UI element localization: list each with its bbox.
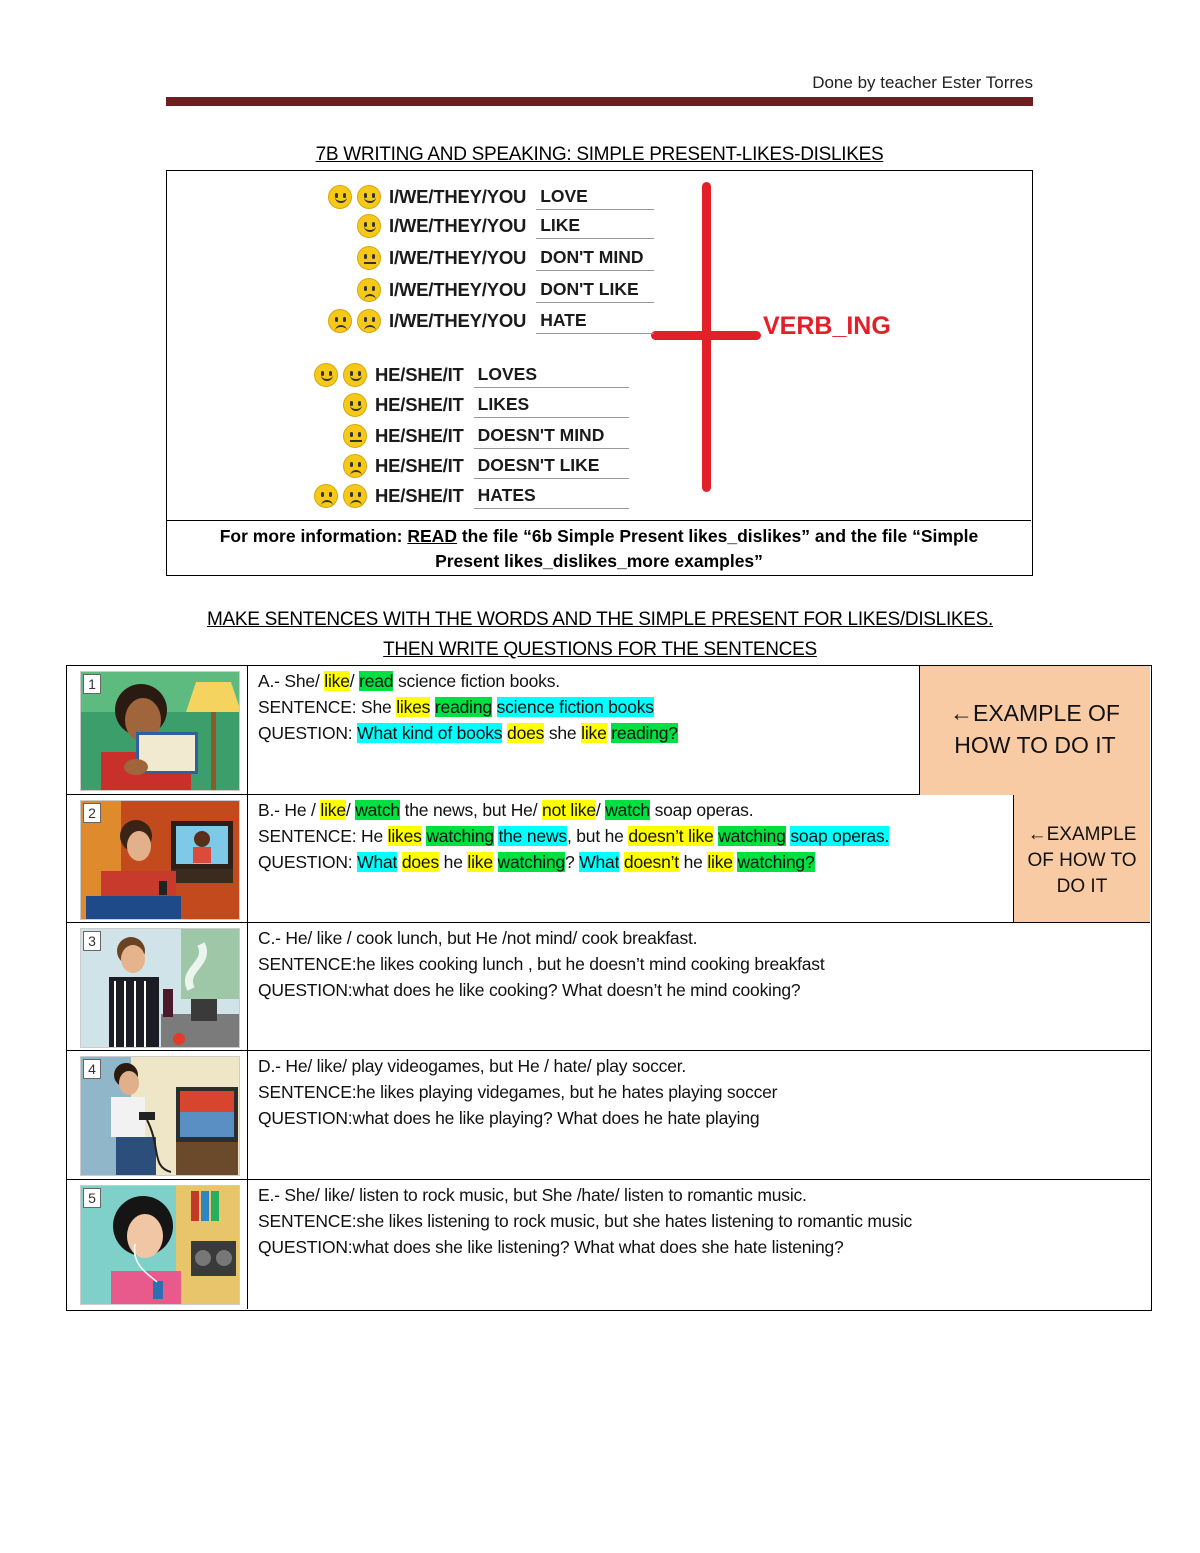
text-segment: SENTENCE:he likes playing videgames, but he hates playing soccer bbox=[258, 1082, 778, 1102]
happy-face-icon bbox=[328, 185, 352, 209]
verb-label: HATES bbox=[474, 483, 629, 509]
subject-label: I/WE/THEY/YOU bbox=[389, 279, 527, 300]
woman-listening-music-picture bbox=[80, 1185, 240, 1305]
highlighted-word: What bbox=[357, 852, 398, 872]
text-segment: she bbox=[544, 723, 582, 743]
sad-face-icon bbox=[343, 454, 367, 478]
example-label-line: ←EXAMPLE bbox=[1027, 824, 1137, 845]
text-segment: SENTENCE:she likes listening to rock music, but she hates listening to romantic music bbox=[258, 1211, 913, 1231]
exercise-row bbox=[67, 923, 1150, 1051]
mood-faces bbox=[311, 214, 381, 238]
subject-label: HE/SHE/IT bbox=[375, 425, 464, 446]
happy-face-icon bbox=[357, 185, 381, 209]
man-playing-videogames-picture bbox=[80, 1056, 240, 1176]
picture-cell bbox=[67, 795, 248, 922]
sad-face-icon bbox=[357, 278, 381, 302]
grammar-row bbox=[311, 275, 654, 305]
subject-label: HE/SHE/IT bbox=[375, 364, 464, 385]
picture-cell bbox=[67, 666, 248, 794]
highlighted-word: watch bbox=[605, 800, 650, 820]
text-segment bbox=[493, 852, 498, 872]
example-label-line: DO IT bbox=[1056, 876, 1108, 897]
exercise-sentence bbox=[258, 1079, 777, 1105]
picture-cell bbox=[67, 923, 248, 1050]
subject-label: HE/SHE/IT bbox=[375, 394, 464, 415]
text-segment: / bbox=[345, 800, 356, 820]
text-segment: C.- He/ like / cook lunch, but He /not mind/ cook breakfast. bbox=[258, 928, 698, 948]
mood-faces bbox=[311, 185, 381, 209]
red-horizontal-bar bbox=[651, 331, 761, 340]
exercise-question bbox=[258, 720, 678, 746]
text-segment: SENTENCE: She bbox=[258, 697, 397, 717]
text-segment: ? bbox=[565, 852, 580, 872]
picture-cell bbox=[67, 1180, 248, 1309]
exercise-prompt bbox=[258, 925, 697, 951]
verb-label: LOVE bbox=[536, 184, 654, 210]
text-segment: QUESTION:what does she like listening? What what does she hate listening? bbox=[258, 1237, 844, 1257]
sad-face-icon bbox=[343, 484, 367, 508]
text-segment: / bbox=[595, 800, 606, 820]
text-segment: QUESTION: bbox=[258, 723, 358, 743]
highlighted-word: like bbox=[581, 723, 607, 743]
example-label bbox=[919, 666, 1150, 795]
text-segment: SENTENCE: He bbox=[258, 826, 388, 846]
highlighted-word: science fiction books bbox=[496, 697, 654, 717]
highlighted-word: reading? bbox=[611, 723, 678, 743]
verb-label: DON'T LIKE bbox=[536, 277, 654, 303]
highlighted-word: doesn’t bbox=[623, 852, 679, 872]
sad-face-icon bbox=[328, 309, 352, 333]
highlighted-word: reading bbox=[434, 697, 492, 717]
subject-label: HE/SHE/IT bbox=[375, 485, 464, 506]
exercise-prompt bbox=[258, 1053, 686, 1079]
highlighted-word: likes bbox=[387, 826, 422, 846]
highlighted-word: watching bbox=[426, 826, 494, 846]
highlighted-word: like bbox=[324, 671, 350, 691]
grammar-row bbox=[311, 182, 654, 212]
exercise-question bbox=[258, 849, 815, 875]
mood-faces bbox=[311, 278, 381, 302]
highlighted-word: does bbox=[401, 852, 439, 872]
subject-label: I/WE/THEY/YOU bbox=[389, 186, 527, 207]
instructions-line2: THEN WRITE QUESTIONS FOR THE SENTENCES bbox=[383, 639, 817, 660]
grammar-row bbox=[297, 421, 629, 451]
exercise-row bbox=[67, 666, 1150, 795]
text-segment: D.- He/ like/ play videogames, but He / hate/ play soccer. bbox=[258, 1056, 687, 1076]
verb-label: LIKES bbox=[474, 392, 629, 418]
grammar-chart bbox=[167, 171, 1031, 521]
grammar-box bbox=[166, 170, 1033, 576]
example-label-line: HOW TO DO IT bbox=[954, 732, 1116, 758]
verb-label: HATE bbox=[536, 308, 654, 334]
info-prefix: For more information: bbox=[219, 526, 408, 546]
subject-label: I/WE/THEY/YOU bbox=[389, 215, 527, 236]
subject-label: I/WE/THEY/YOU bbox=[389, 247, 527, 268]
exercise-question bbox=[258, 1105, 759, 1131]
text-segment: the news, but He/ bbox=[399, 800, 543, 820]
subject-label: HE/SHE/IT bbox=[375, 455, 464, 476]
page-title: 7B WRITING AND SPEAKING: SIMPLE PRESENT-LIKES-DISLIKES bbox=[315, 144, 884, 165]
highlighted-word: does bbox=[507, 723, 545, 743]
mood-faces bbox=[297, 393, 367, 417]
grammar-row bbox=[311, 306, 654, 336]
verb-label: DOESN'T LIKE bbox=[474, 453, 629, 479]
woman-reading-picture bbox=[80, 671, 240, 791]
verb-label: LOVES bbox=[474, 362, 629, 388]
text-segment: SENTENCE:he likes cooking lunch , but he doesn’t mind cooking breakfast bbox=[258, 954, 825, 974]
verb-label: DOESN'T MIND bbox=[474, 423, 629, 449]
text-segment: A.- She/ bbox=[258, 671, 325, 691]
highlighted-word: watching bbox=[497, 852, 565, 872]
man-cooking-picture bbox=[80, 928, 240, 1048]
highlighted-word: What bbox=[579, 852, 620, 872]
instructions-line1: MAKE SENTENCES WITH THE WORDS AND THE SIMPLE PRESENT FOR LIKES/DISLIKES. bbox=[206, 609, 994, 630]
text-segment: B.- He / bbox=[258, 800, 321, 820]
text-segment: science fiction books. bbox=[393, 671, 560, 691]
mood-faces bbox=[311, 309, 381, 333]
highlighted-word: soap operas. bbox=[790, 826, 890, 846]
highlighted-word: watching bbox=[718, 826, 786, 846]
info-rest: the file “6b Simple Present likes_dislikes” and the file “Simple bbox=[456, 526, 979, 546]
header-credit: Done by teacher Ester Torres bbox=[812, 73, 1033, 92]
happy-face-icon bbox=[314, 363, 338, 387]
happy-face-icon bbox=[357, 214, 381, 238]
picture-number: 1 bbox=[83, 674, 101, 694]
example-label bbox=[1013, 795, 1150, 922]
exercise-question bbox=[258, 977, 800, 1003]
exercise-sentence bbox=[258, 951, 825, 977]
exercise-row bbox=[67, 1051, 1150, 1180]
picture-number: 3 bbox=[83, 931, 101, 951]
grammar-info bbox=[167, 522, 1031, 575]
grammar-row bbox=[297, 360, 629, 390]
verb-label: DON'T MIND bbox=[536, 245, 654, 271]
grammar-row bbox=[297, 481, 629, 511]
exercise-table bbox=[66, 665, 1152, 1311]
exercise-prompt bbox=[258, 1182, 807, 1208]
text-segment: he bbox=[678, 852, 708, 872]
exercise-row bbox=[67, 795, 1150, 923]
exercise-prompt bbox=[258, 797, 753, 823]
highlighted-word: the news bbox=[498, 826, 567, 846]
man-watching-tv-picture bbox=[80, 800, 240, 920]
example-label-line: OF HOW TO bbox=[1027, 850, 1137, 871]
text-segment: , but he bbox=[566, 826, 629, 846]
text-segment bbox=[492, 697, 497, 717]
verb-ing-label: VERB_ING bbox=[763, 312, 891, 340]
grammar-row bbox=[311, 243, 654, 273]
highlighted-word: What kind of books bbox=[357, 723, 503, 743]
happy-face-icon bbox=[343, 363, 367, 387]
exercise-prompt bbox=[258, 668, 560, 694]
mood-faces bbox=[297, 363, 367, 387]
text-segment: QUESTION:what does he like cooking? What doesn’t he mind cooking? bbox=[258, 980, 801, 1000]
mood-faces bbox=[297, 484, 367, 508]
text-segment: / bbox=[349, 671, 360, 691]
info-read: READ bbox=[407, 526, 457, 546]
header-rule bbox=[166, 97, 1033, 106]
grammar-row bbox=[297, 390, 629, 420]
exercise-sentence bbox=[258, 694, 654, 720]
text-segment: E.- She/ like/ listen to rock music, but She /hate/ listen to romantic music. bbox=[258, 1185, 807, 1205]
info-line2: Present likes_dislikes_more examples” bbox=[435, 551, 763, 571]
highlighted-word: read bbox=[359, 671, 394, 691]
highlighted-word: not like bbox=[542, 800, 596, 820]
sad-face-icon bbox=[357, 309, 381, 333]
exercise-sentence bbox=[258, 823, 889, 849]
picture-number: 5 bbox=[83, 1188, 101, 1208]
highlighted-word: like bbox=[707, 852, 733, 872]
picture-number: 4 bbox=[83, 1059, 101, 1079]
mood-faces bbox=[297, 454, 367, 478]
text-segment: soap operas. bbox=[649, 800, 754, 820]
highlighted-word: like bbox=[320, 800, 346, 820]
sad-face-icon bbox=[314, 484, 338, 508]
text-segment: he bbox=[439, 852, 468, 872]
happy-face-icon bbox=[343, 393, 367, 417]
neutral-face-icon bbox=[343, 424, 367, 448]
grammar-row bbox=[297, 451, 629, 481]
example-label-line: ←EXAMPLE OF bbox=[950, 700, 1120, 726]
exercise-sentence bbox=[258, 1208, 912, 1234]
subject-label: I/WE/THEY/YOU bbox=[389, 310, 527, 331]
exercise-row bbox=[67, 1180, 1150, 1309]
highlighted-word: watch bbox=[355, 800, 400, 820]
grammar-row bbox=[311, 211, 654, 241]
highlighted-word: watching? bbox=[737, 852, 815, 872]
highlighted-word: doesn’t like bbox=[628, 826, 714, 846]
picture-cell bbox=[67, 1051, 248, 1179]
highlighted-word: likes bbox=[396, 697, 431, 717]
verb-label: LIKE bbox=[536, 213, 654, 239]
mood-faces bbox=[297, 424, 367, 448]
text-segment: QUESTION:what does he like playing? What does he hate playing bbox=[258, 1108, 760, 1128]
highlighted-word: like bbox=[467, 852, 493, 872]
text-segment: QUESTION: bbox=[258, 852, 358, 872]
mood-faces bbox=[311, 246, 381, 270]
picture-number: 2 bbox=[83, 803, 101, 823]
exercise-question bbox=[258, 1234, 844, 1260]
neutral-face-icon bbox=[357, 246, 381, 270]
